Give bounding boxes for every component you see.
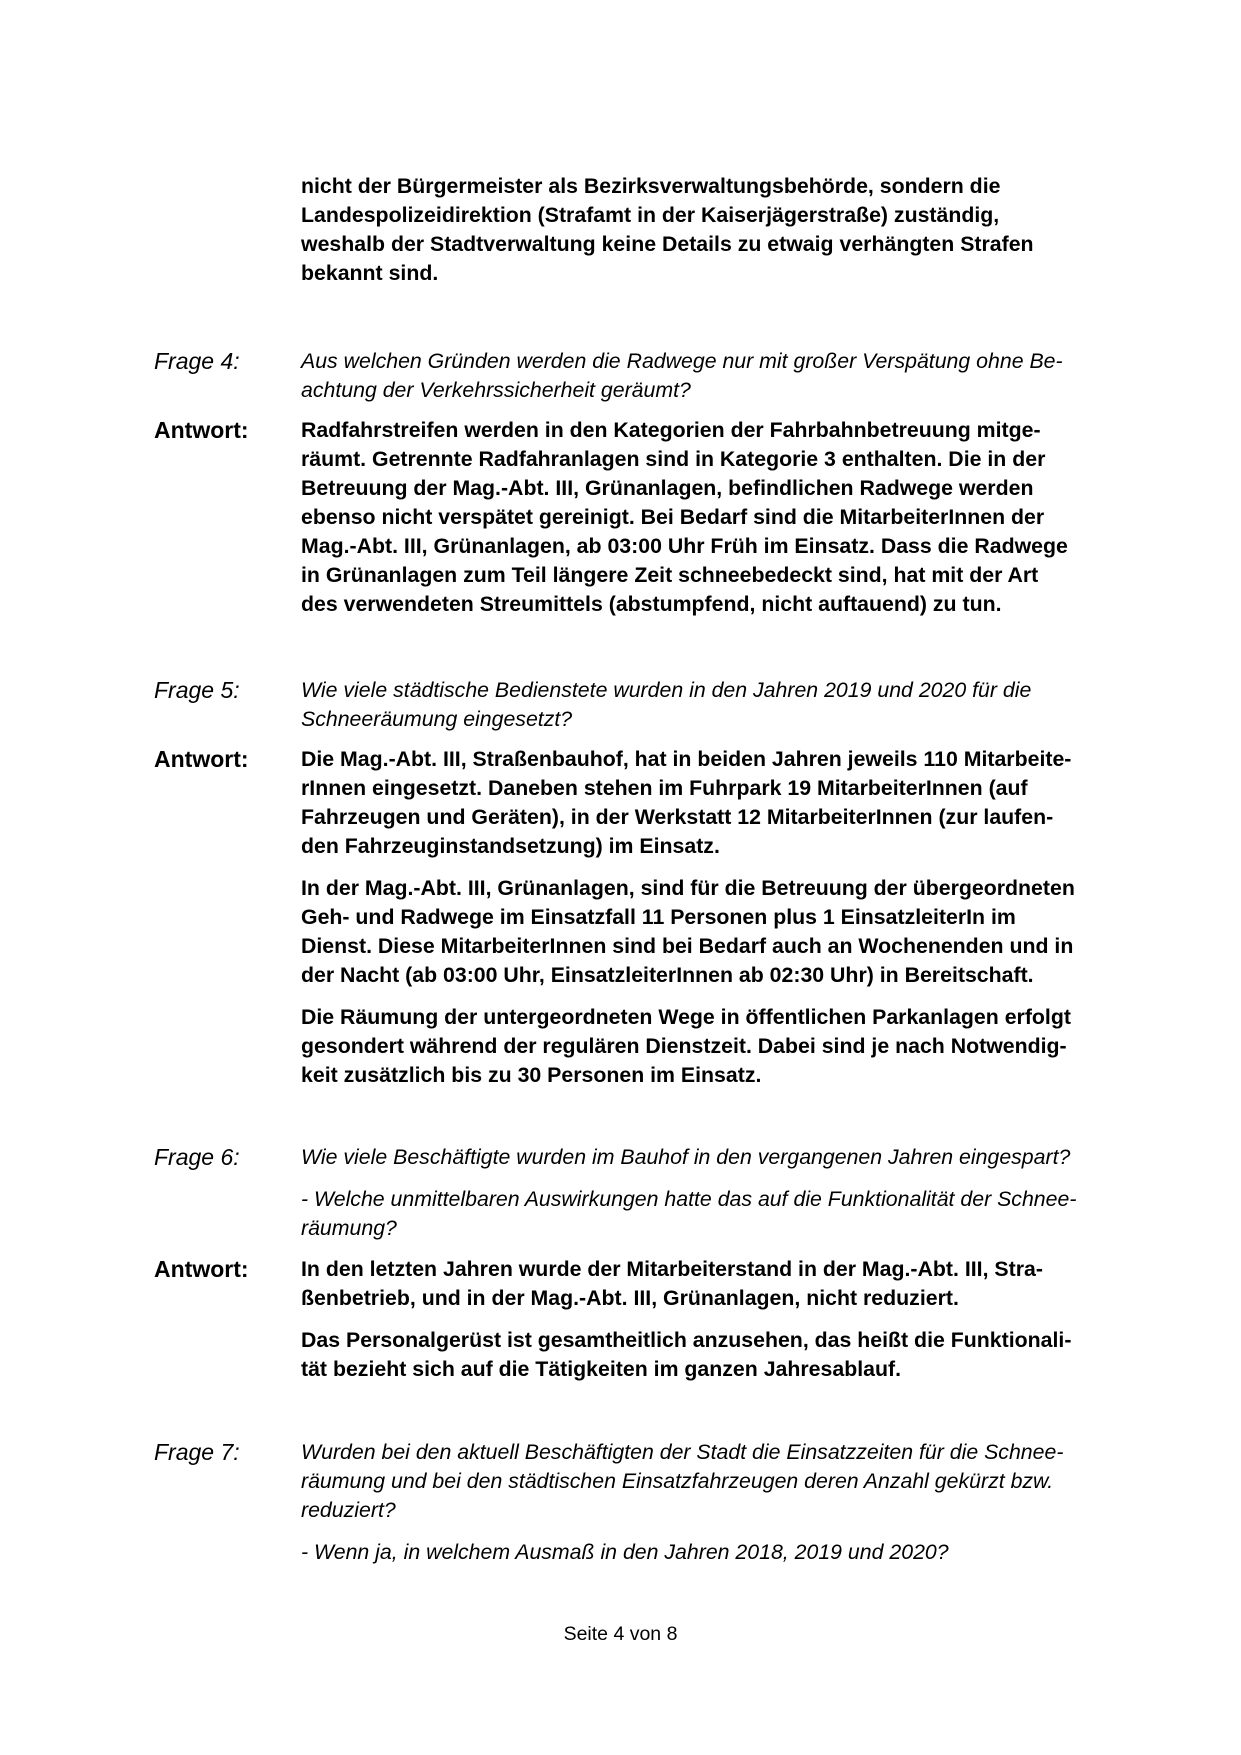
question-text [301,676,1144,734]
text-line: Geh- und Radwege im Einsatzfall 11 Personen plus 1 EinsatzleiterIn im [301,905,1016,929]
text-line: Die Mag.-Abt. III, Straßenbauhof, hat in beiden Jahren jeweils 110 Mitarbeite- [301,747,1072,771]
text-line: ebenso nicht verspätet gereinigt. Bei Bedarf sind die MitarbeiterInnen der [301,505,1045,529]
answer-paragraph [301,1326,1144,1384]
text-line: des verwendeten Streumittels (abstumpfend, nicht auftauend) zu tun. [301,592,1002,616]
answer-5 [154,745,1144,1090]
question-label: Frage 6: [154,1144,240,1170]
answer-paragraph [301,416,1144,619]
question-text [301,347,1144,405]
question-subtext [301,1538,1144,1567]
text-line: reduziert? [301,1498,396,1522]
text-line: In den letzten Jahren wurde der Mitarbeiterstand in der Mag.-Abt. III, Stra- [301,1257,1043,1281]
question-text [301,1143,1144,1172]
text-line: ßenbetrieb, und in der Mag.-Abt. III, Grünanlagen, nicht reduziert. [301,1286,959,1310]
continuation-paragraph [301,172,1144,288]
question-5 [154,676,1144,734]
question-label: Frage 4: [154,348,240,374]
answer-paragraph [301,874,1144,990]
text-line: Radfahrstreifen werden in den Kategorien der Fahrbahnbetreuung mitge- [301,418,1041,442]
text-line: räumung? [301,1216,397,1240]
text-line: nicht der Bürgermeister als Bezirksverwaltungsbehörde, sondern die [301,174,1001,198]
text-line: Betreuung der Mag.-Abt. III, Grünanlagen, befindlichen Radwege werden [301,476,1034,500]
answer-label: Antwort: [154,1256,249,1282]
answer-6 [154,1255,1144,1384]
question-6 [154,1143,1144,1243]
text-line: Mag.-Abt. III, Grünanlagen, ab 03:00 Uhr Früh im Einsatz. Dass die Radwege [301,534,1068,558]
text-line: Schneeräumung eingesetzt? [301,707,573,731]
text-line: der Nacht (ab 03:00 Uhr, EinsatzleiterInnen ab 02:30 Uhr) in Bereitschaft. [301,963,1034,987]
text-line: Aus welchen Gründen werden die Radwege nur mit großer Verspätung ohne Be- [301,349,1063,373]
text-line: Landespolizeidirektion (Strafamt in der Kaiserjägerstraße) zuständig, [301,203,1000,227]
answer-label: Antwort: [154,417,249,443]
question-label: Frage 5: [154,677,240,703]
question-text [301,1438,1144,1525]
text-line: achtung der Verkehrssicherheit geräumt? [301,378,691,402]
text-line: In der Mag.-Abt. III, Grünanlagen, sind für die Betreuung der übergeordneten [301,876,1075,900]
text-line: Die Räumung der untergeordneten Wege in öffentlichen Parkanlagen erfolgt [301,1005,1071,1029]
answer-paragraph [301,1255,1144,1313]
text-line: in Grünanlagen zum Teil längere Zeit schneebedeckt sind, hat mit der Art [301,563,1039,587]
text-line: keit zusätzlich bis zu 30 Personen im Einsatz. [301,1063,762,1087]
text-line: Das Personalgerüst ist gesamtheitlich anzusehen, das heißt die Funktionali- [301,1328,1072,1352]
answer-paragraph [301,1003,1144,1090]
text-line: gesondert während der regulären Dienstzeit. Dabei sind je nach Notwendig- [301,1034,1067,1058]
question-4 [154,347,1144,405]
text-line: Wie viele städtische Bedienstete wurden in den Jahren 2019 und 2020 für die [301,678,1032,702]
question-subtext [301,1185,1144,1243]
text-line: räumt. Getrennte Radfahranlagen sind in Kategorie 3 enthalten. Die in der [301,447,1046,471]
text-line: - Wenn ja, in welchem Ausmaß in den Jahren 2018, 2019 und 2020? [301,1540,949,1564]
page-number: Seite 4 von 8 [563,1623,678,1645]
text-line: tät bezieht sich auf die Tätigkeiten im ganzen Jahresablauf. [301,1357,902,1381]
question-label: Frage 7: [154,1439,240,1465]
text-line: rInnen eingesetzt. Daneben stehen im Fuhrpark 19 MitarbeiterInnen (auf [301,776,1028,800]
answer-paragraph [301,745,1144,861]
text-line: Wurden bei den aktuell Beschäftigten der Stadt die Einsatzzeiten für die Schnee- [301,1440,1064,1464]
answer-continuation [154,172,1144,288]
question-7 [154,1438,1144,1567]
text-line: bekannt sind. [301,261,439,285]
text-line: weshalb der Stadtverwaltung keine Details zu etwaig verhängten Strafen [301,232,1034,256]
text-line: - Welche unmittelbaren Auswirkungen hatte das auf die Funktionalität der Schnee- [301,1187,1077,1211]
text-line: Wie viele Beschäftigte wurden im Bauhof in den vergangenen Jahren eingespart? [301,1145,1071,1169]
text-line: Fahrzeugen und Geräten), in der Werkstatt 12 MitarbeiterInnen (zur laufen- [301,805,1054,829]
answer-4 [154,416,1144,619]
text-line: den Fahrzeuginstandsetzung) im Einsatz. [301,834,720,858]
text-line: Dienst. Diese MitarbeiterInnen sind bei Bedarf auch an Wochenenden und in [301,934,1074,958]
text-line: räumung und bei den städtischen Einsatzfahrzeugen deren Anzahl gekürzt bzw. [301,1469,1054,1493]
answer-label: Antwort: [154,746,249,772]
